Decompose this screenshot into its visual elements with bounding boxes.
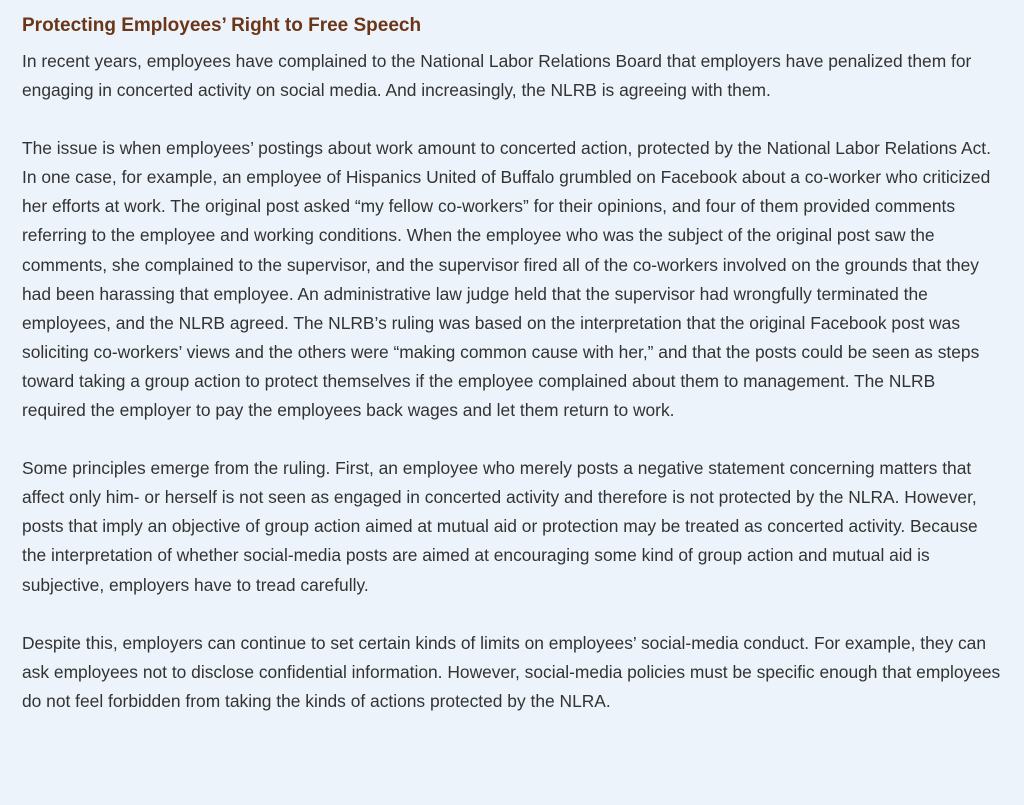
- article-paragraph-2: The issue is when employees’ postings about work amount to concerted action, protected by the National Labor Relations Act. In one case, for example, an employee of Hispanics United of Buffalo grumbled on Facebook about a co-worker who criticized her efforts at work. The original post asked “my fellow co-workers” for their opinions, and four of them provided comments referring to the employee and working conditions. When the employee who was the subject of the original post saw the comments, she complained to the supervisor, and the supervisor fired all of the co-workers involved on the grounds that they had been harassing that employee. An administrative law judge held that the supervisor had wrongfully terminated the employees, and the NLRB agreed. The NLRB’s ruling was based on the interpretation that the original Facebook post was soliciting co-workers’ views and the others were “making common cause with her,” and that the posts could be seen as steps toward taking a group action to protect themselves if the employee complained about them to management. The NLRB required the employer to pay the employees back wages and let them return to work.: [22, 138, 991, 421]
- article-paragraph-4: Despite this, employers can continue to set certain kinds of limits on employees’ social-media conduct. For example, they can ask employees not to disclose confidential information. However, social-media policies must be specific enough that employees do not feel forbidden from taking the kinds of actions protected by the NLRA.: [22, 632, 1001, 711]
- article-paragraph-1: In recent years, employees have complained to the National Labor Relations Board that employers have penalized them for engaging in concerted activity on social media. And increasingly, the NLRB is agreeing with them.: [22, 51, 972, 101]
- article-paragraph-3: Some principles emerge from the ruling. First, an employee who merely posts a negative statement concerning matters that affect only him- or herself is not seen as engaged in concerted activity and therefore is not protected by the NLRA. However, posts that imply an objective of group action aimed at mutual aid or protection may be treated as concerted activity. Because the interpretation of whether social-media posts are aimed at encouraging some kind of group action and mutual aid is subjective, employers have to tread carefully.: [22, 458, 978, 595]
- article-title: Protecting Employees’ Right to Free Speech: [22, 15, 422, 36]
